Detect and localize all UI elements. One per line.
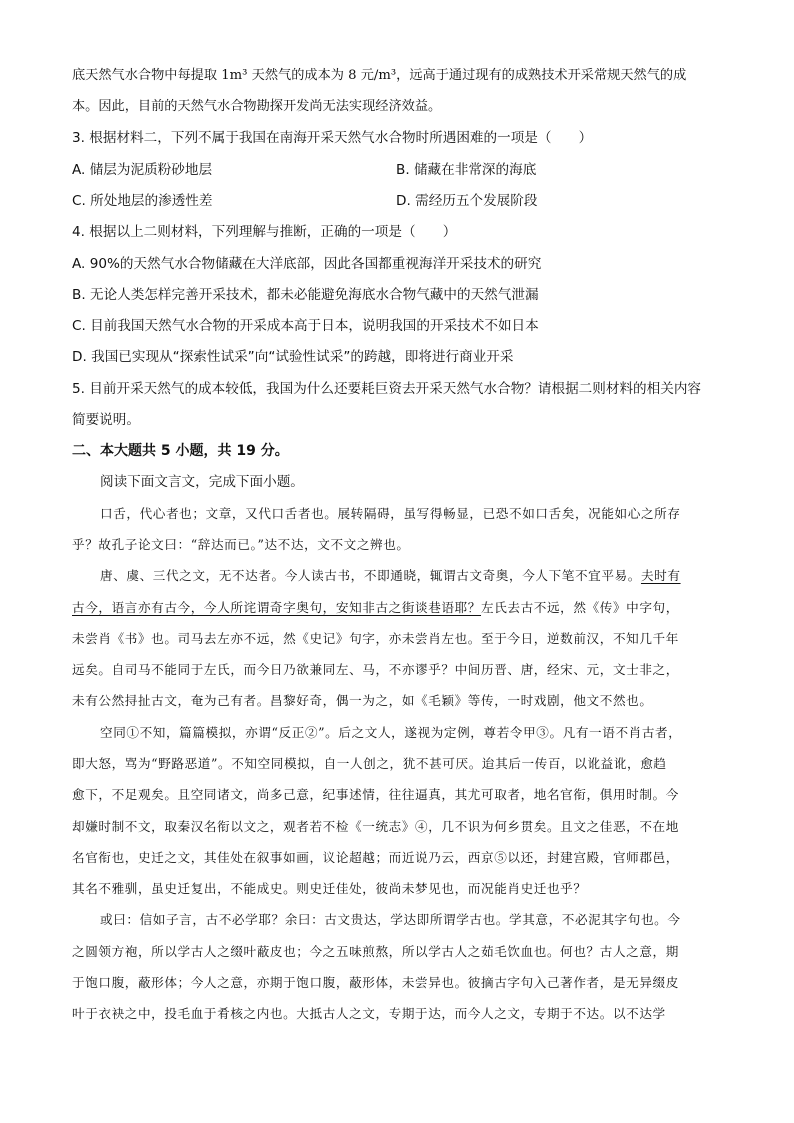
underlined-sentence: 古今，语言亦有古今，今人所诧谓奇字奥句，安知非古之街谈巷语耶？ — [72, 600, 482, 615]
question-5-stem: 5. 目前开采天然气的成本较低，我国为什么还要耗巨资去开采天然气水合物？请根据二则材料的相关内容 — [72, 381, 702, 397]
passage-line: 未尝肖《书》也。司马去左亦不远，然《史记》句字，亦未尝肖左也。至于今日，逆数前汉，不知几千年 — [72, 631, 679, 646]
passage-line: 远矣。自司马不能同于左氏，而今日乃欲兼同左、马，不亦谬乎？中间历晋、唐，经宋、元，文士非之， — [72, 662, 679, 677]
question-3-stem: 3. 根据材料二，下列不属于我国在南海开采天然气水合物时所遇困难的一项是（ ） — [72, 130, 593, 146]
question-5-stem-cont: 简要说明。 — [72, 412, 140, 428]
passage-line: 愈下，不足观矣。且空同诸文，尚多己意，纪事述情，往往逼真，其尤可取者，地名官衔，俱用时制。今 — [72, 787, 679, 802]
q4-option-d: D. 我国已实现从“探索性试采”向“试验性试采”的跨越，即将进行商业开采 — [72, 349, 514, 365]
q3-option-b: B. 储藏在非常深的海底 — [396, 162, 537, 178]
passage-line: 却嫌时制不文，取秦汉名衔以文之，观者若不检《一统志》④，几不识为何乡贯矣。且文之佳恶，不在地 — [72, 819, 679, 834]
passage-line: 乎？故孔子论文曰：“辞达而已。”达不达，文不文之辨也。 — [72, 537, 410, 552]
passage-line — [100, 566, 722, 586]
passage-text: 左氏去古不远，然《传》中字句， — [481, 600, 679, 615]
passage-line — [72, 598, 722, 618]
q4-option-c: C. 目前我国天然气水合物的开采成本高于日本，说明我国的开采技术不如日本 — [72, 318, 539, 334]
passage-line: 未有公然挦扯古文，奄为己有者。昌黎好奇，偶一为之，如《毛颖》等传，一时戏剧，他文不然也。 — [72, 693, 653, 708]
passage-line: 或曰：信如子言，古不必学耶？余曰：古文贵达，学达即所谓学古也。学其意，不必泥其字句也。今 — [100, 912, 681, 927]
material-text-line: 本。因此，目前的天然气水合物勘探开发尚无法实现经济效益。 — [72, 99, 442, 114]
passage-line: 口舌，代心者也；文章，又代口舌者也。展转隔碍，虽写得畅显，已恐不如口舌矣，况能如心之所存 — [100, 506, 681, 521]
q3-option-c: C. 所处地层的渗透性差 — [72, 193, 213, 209]
passage-line: 即大怒，骂为“野路恶道”。不知空同模拟，自一人创之，犹不甚可厌。迨其后一传百，以讹益讹，愈趋 — [72, 756, 667, 771]
underlined-sentence: 夫时有 — [640, 568, 681, 583]
passage-line: 空同①不知，篇篇模拟，亦谓“反正②”。后之文人，遂视为定例，尊若令甲③。凡有一语不肖古者， — [100, 725, 682, 740]
passage-line: 名官衔也，史迁之文，其佳处在叙事如画，议论超越；而近说乃云，西京⑤以还，封建宫殿，官师郡邑， — [72, 850, 679, 865]
material-text-line: 底天然气水合物中每提取 1m³ 天然气的成本为 8 元/m³，远高于通过现有的成熟技术开采常规天然气的成 — [72, 68, 687, 83]
passage-line: 其名不雅驯，虽史迁复出，不能成史。则史迁佳处，彼尚未梦见也，而况能肖史迁也乎？ — [72, 881, 587, 896]
passage-line: 叶于衣袂之中，投毛血于肴核之内也。大抵古人之文，专期于达，而今人之文，专期于不达。以不达学 — [72, 1006, 666, 1021]
q3-option-d: D. 需经历五个发展阶段 — [396, 193, 538, 209]
section-heading: 二、本大题共 5 小题，共 19 分。 — [72, 443, 289, 459]
question-4-stem: 4. 根据以上二则材料，下列理解与推断，正确的一项是（ ） — [72, 224, 457, 240]
passage-text: 唐、虞、三代之文，无不达者。今人读古书，不即通晓，辄谓古文奇奥，今人下笔不宜平易。 — [100, 568, 641, 583]
q4-option-b: B. 无论人类怎样完善开采技术，都未必能避免海底水合物气藏中的天然气泄漏 — [72, 287, 539, 303]
section-intro: 阅读下面文言文，完成下面小题。 — [100, 474, 304, 490]
passage-line: 之圆领方袍，所以学古人之缀叶蔽皮也；今之五味煎熬，所以学古人之茹毛饮血也。何也？古人之意，期 — [72, 944, 679, 959]
passage-line: 于饱口腹，蔽形体；今人之意，亦期于饱口腹，蔽形体，未尝异也。彼摘古字句入己著作者，是无异缀皮 — [72, 975, 679, 990]
q3-option-a: A. 储层为泥质粉砂地层 — [72, 162, 213, 178]
q4-option-a: A. 90%的天然气水合物储藏在大洋底部，因此各国都重视海洋开采技术的研究 — [72, 256, 542, 272]
